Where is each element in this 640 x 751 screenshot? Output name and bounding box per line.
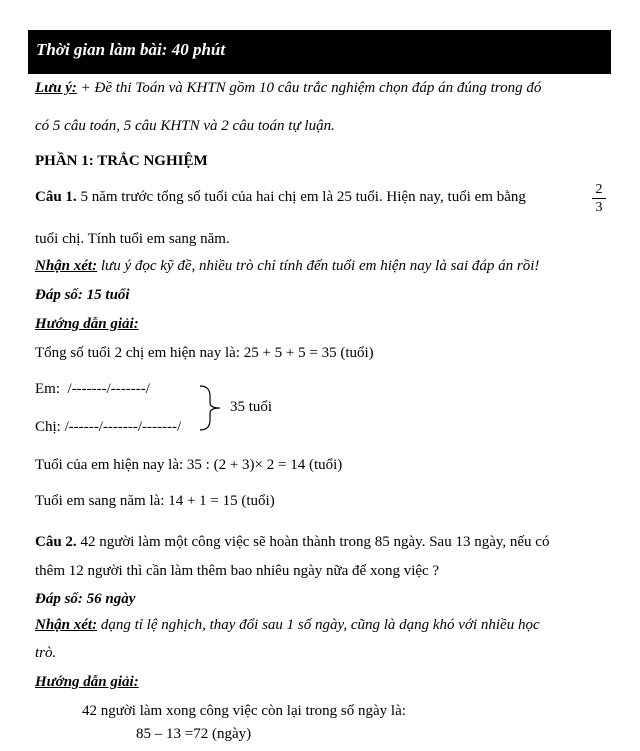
- q2-line-2: thêm 12 người thì cần làm thêm bao nhiêu ngày nữa để xong việc ?: [35, 563, 440, 579]
- q1-step-2: Tuổi của em hiện nay là: 35 : (2 + 3)× 2 = 14 (tuổi): [35, 457, 343, 473]
- q1-diagram-em-segments: /-------/-------/: [67, 381, 150, 397]
- q1-fraction-numerator: 2: [592, 182, 606, 199]
- q1-diagram-chi-label: Chị:: [35, 419, 61, 435]
- q1-guide-label: Hướng dẫn giải:: [35, 316, 139, 332]
- note-label: Lưu ý:: [35, 80, 77, 96]
- q1-step-1: Tổng số tuổi 2 chị em hiện nay là: 25 + 5 + 5 = 35 (tuổi): [35, 345, 374, 361]
- part1-title: PHẦN 1: TRẮC NGHIỆM: [35, 153, 208, 169]
- q1-line-2: tuổi chị. Tính tuổi em sang năm.: [35, 231, 230, 247]
- q2-remark-text: dạng tỉ lệ nghịch, thay đổi sau 1 số ngày, cũng là dạng khó với nhiều học: [97, 617, 540, 633]
- q1-line-1: [35, 189, 526, 206]
- q2-step-2: 85 – 13 =72 (ngày): [136, 726, 252, 742]
- exam-time-banner: [28, 30, 611, 74]
- q2-step-1: 42 người làm xong công việc còn lại trong số ngày là:: [82, 703, 406, 719]
- q2-text-1: 42 người làm một công việc sẽ hoàn thành trong 85 ngày. Sau 13 ngày, nếu có: [76, 534, 550, 550]
- q1-diagram-em-label: Em:: [35, 381, 60, 397]
- q2-remark-label: Nhận xét:: [35, 617, 98, 633]
- exam-time-title: Thời gian làm bài: 40 phút: [36, 40, 226, 59]
- q1-remark-text: lưu ý đọc kỹ đề, nhiều trò chỉ tính đến tuổi em hiện nay là sai đáp án rồi!: [97, 258, 540, 274]
- q1-fraction-denominator: 3: [595, 200, 603, 215]
- note-text-1: + Đề thi Toán và KHTN gồm 10 câu trắc nghiệm chọn đáp án đúng trong đó: [76, 80, 542, 96]
- q1-diagram-chi-segments: /------/-------/-------/: [64, 419, 182, 435]
- q2-answer: Đáp số: 56 ngày: [35, 591, 136, 607]
- q2-remark-line-2: trò.: [35, 645, 57, 661]
- note-line-2: có 5 câu toán, 5 câu KHTN và 2 câu toán tự luận.: [35, 118, 335, 134]
- q1-diagram-chi: [35, 419, 181, 436]
- q1-text-1: 5 năm trước tổng số tuổi của hai chị em là 25 tuổi. Hiện nay, tuổi em bằng: [76, 189, 526, 205]
- q1-remark: [35, 258, 539, 275]
- q2-line-1: [35, 534, 549, 551]
- q1-fraction: [592, 182, 606, 215]
- note-line-1: [35, 80, 541, 97]
- q2-guide-label: Hướng dẫn giải:: [35, 674, 139, 690]
- q2-remark-line-1: [35, 617, 540, 634]
- q1-diagram-em: [35, 381, 150, 398]
- q1-diagram-total: 35 tuổi: [230, 399, 273, 415]
- q1-label: Câu 1.: [35, 189, 77, 205]
- q1-answer: Đáp số: 15 tuổi: [35, 287, 130, 303]
- q1-diagram-brace: [198, 384, 228, 432]
- q1-step-3: Tuổi em sang năm là: 14 + 1 = 15 (tuổi): [35, 493, 275, 509]
- q1-remark-label: Nhận xét:: [35, 258, 98, 274]
- q2-label: Câu 2.: [35, 534, 77, 550]
